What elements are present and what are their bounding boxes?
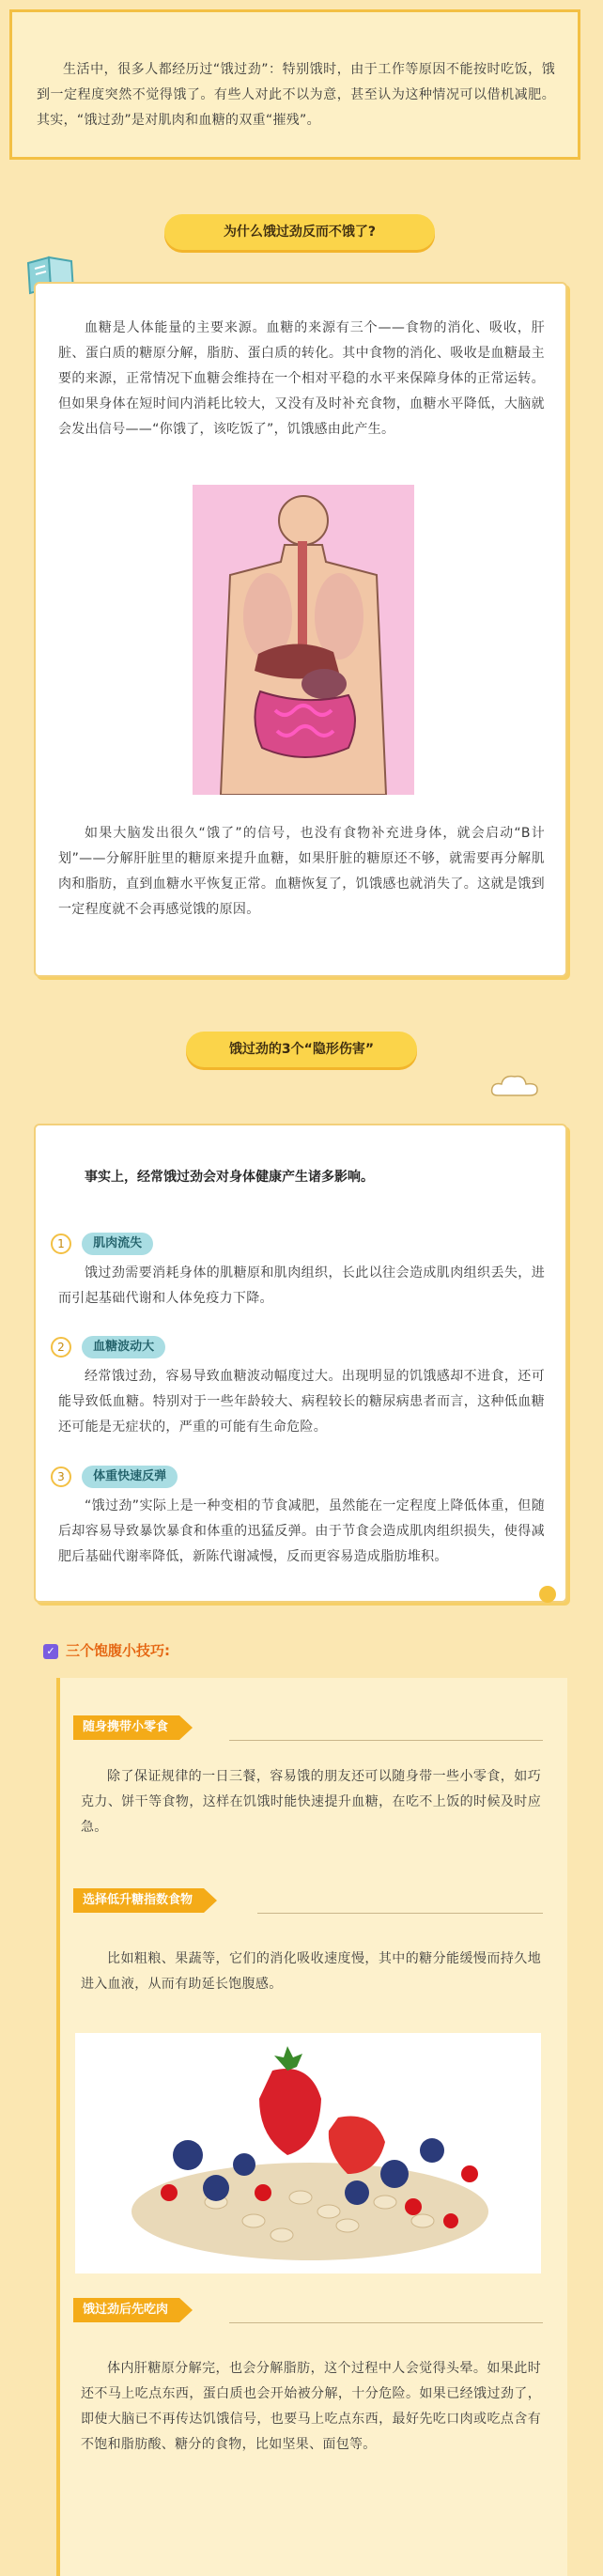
tip-1-text: 除了保证规律的一日三餐，容易饿的朋友还可以随身带一些小零食，如巧克力、饼干等食物，这样在饥饿时能快速提升血糖，在吃不上饭的时候及时应急。 <box>81 1769 541 1835</box>
section1-para1: 血糖是人体能量的主要来源。血糖的来源有三个——食物的消化、吸收，肝脏、蛋白质的糖原分解，脂肪、蛋白质的转化。其中食物的消化、吸收是血糖最主要的来源，正常情况下血糖会维持在一个相对平稳的水平来保障身体的正常运转。但如果身体在短时间内消耗比较大，又没有及时补充食物，血糖水平降低，大脑就会发出信号——“你饿了，该吃饭了”，饥饿感由此产生。 <box>58 320 545 437</box>
harm-item-1-header <box>51 1233 153 1257</box>
tips-panel <box>56 1678 567 2576</box>
harm-item-2-number: 2 <box>51 1337 71 1358</box>
section2-card <box>34 1124 567 1603</box>
harm-item-2-text: 经常饿过劲，容易导致血糖波动幅度过大。出现明显的饥饿感却不进食，还可能导致低血糖。特别对于一些年龄较大、病程较长的糖尿病患者而言，这种低血糖还可能是无症状的，严重的可能有生命危险。 <box>58 1369 545 1435</box>
section1-para2: 如果大脑发出很久“饿了”的信号，也没有食物补充进身体，就会启动“B计划”——分解肝脏里的糖原来提升血糖，如果肝脏的糖原还不够，就需要再分解肌肉和脂肪，直到血糖水平恢复正常。血糖恢复了，饥饿感也就消失了。这就是饿到一定程度就不会再感觉饿的原因。 <box>58 826 545 917</box>
intro-text: 生活中，很多人都经历过“饿过劲”：特别饿时，由于工作等原因不能按时吃饭，饿到一定程度突然不觉得饿了。有些人对此不以为意，甚至认为这种情况可以借机减肥。其实，“饿过劲”是对肌肉和血糖的双重“摧残”。 <box>37 62 555 128</box>
harm-item-2-header <box>51 1336 165 1360</box>
tip-3-divider <box>229 2322 543 2323</box>
cloud-icon <box>488 1071 541 1099</box>
harm-item-1-number: 1 <box>51 1234 71 1254</box>
harm-item-3-text: “饿过劲”实际上是一种变相的节食减肥，虽然能在一定程度上降低体重，但随后却容易导致暴饮暴食和体重的迅猛反弹。由于节食会造成肌肉组织损失，使得减肥后基础代谢率降低，新陈代谢减慢，反而更容易造成脂肪堆积。 <box>58 1498 545 1564</box>
section2-title: 饿过劲的3个“隐形伤害” <box>228 1042 375 1057</box>
checkbox-icon: ✓ <box>43 1644 58 1659</box>
harm-item-1-tag: 肌肉流失 <box>82 1233 153 1255</box>
anatomy-illustration <box>193 485 414 795</box>
harm-item-3-number: 3 <box>51 1466 71 1487</box>
harm-item-3-header <box>51 1466 178 1490</box>
tips-heading-text: 三个饱腹小技巧: <box>66 1642 170 1659</box>
intro-box <box>9 9 580 160</box>
tip-2-text: 比如粗粮、果蔬等，它们的消化吸收速度慢，其中的糖分能缓慢而持久地进入血液，从而有助延长饱腹感。 <box>81 1951 541 1992</box>
harm-item-3-tag: 体重快速反弹 <box>82 1466 178 1488</box>
section1-title-pill <box>164 214 435 250</box>
section1-card <box>34 282 567 977</box>
tip-2-divider <box>257 1913 543 1914</box>
decorative-dot <box>539 1586 556 1603</box>
tip-1-divider <box>229 1740 543 1741</box>
tip-3-label: 饿过劲后先吃肉 <box>73 2298 179 2322</box>
harm-item-2-tag: 血糖波动大 <box>82 1336 165 1358</box>
tip-2-label: 选择低升糖指数食物 <box>73 1888 204 1913</box>
tips-heading <box>43 1640 170 1660</box>
section2-lead: 事实上，经常饿过劲会对身体健康产生诸多影响。 <box>85 1170 374 1185</box>
section2-title-pill <box>186 1032 417 1067</box>
harm-item-1-text: 饿过劲需要消耗身体的肌糖原和肌肉组织，长此以往会造成肌肉组织丢失，进而引起基础代谢和人体免疫力下降。 <box>58 1265 545 1306</box>
section1-title: 为什么饿过劲反而不饿了? <box>223 225 377 240</box>
tip-3-text: 体内肝糖原分解完，也会分解脂肪，这个过程中人会觉得头晕。如果此时还不马上吃点东西，蛋白质也会开始被分解，十分危险。如果已经饿过劲了，即使大脑已不再传达饥饿信号，也要马上吃点东西，最好先吃口肉或吃点含有不饱和脂肪酸、糖分的食物，比如坚果、面包等。 <box>81 2361 541 2452</box>
tip-1-label: 随身携带小零食 <box>73 1715 179 1740</box>
berries-oats-photo <box>75 2033 541 2273</box>
